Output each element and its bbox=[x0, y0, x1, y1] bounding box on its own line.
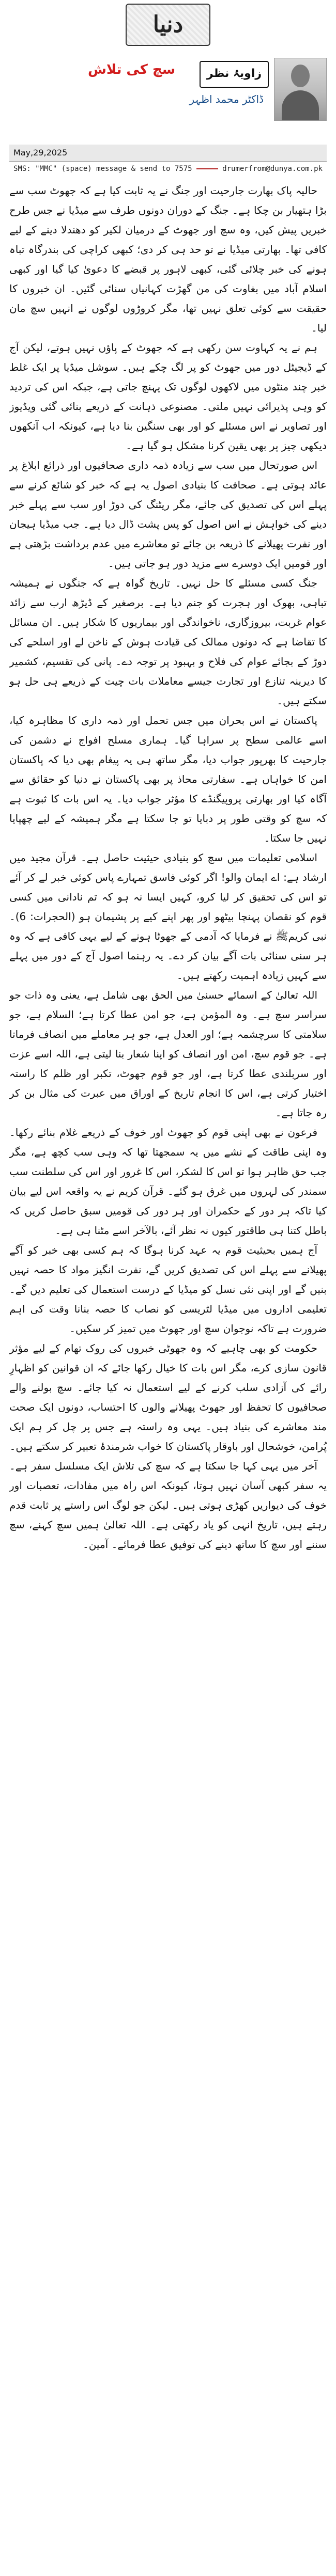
newspaper-logo bbox=[126, 4, 210, 46]
author-photo-shoulders bbox=[282, 90, 319, 120]
author-photo-head bbox=[291, 65, 310, 87]
author-photo bbox=[274, 58, 327, 121]
logo-text: دنیا bbox=[152, 11, 184, 38]
article-paragraph: حالیہ پاک بھارت جارحیت اور جنگ نے یہ ثابت کیا ہے کہ جھوٹ سب سے بڑا ہتھیار بن چکا ہے۔ جنگ کے دوران دونوں طرف سے میڈیا نے جس طرح خبریں پیش کیں، وہ سچ اور جھوٹ کے درمیان لکیر کو دھندلا دینے کے لیے کافی تھا۔ بھارتی میڈیا نے تو حد ہی کر دی؛ کبھی کراچی کی بندرگاہ تباہ ہونے کی خبر چلائی گئی، کبھی لاہور پر قبضے کا دعویٰ کیا گیا اور کبھی اسلام آباد میں بغاوت کی من گھڑت کہانیاں سنائی گئیں۔ ان خبروں کا حقیقت سے کوئی تعلق نہیں تھا، مگر کروڑوں لوگوں نے انہیں سچ مان لیا۔ bbox=[9, 184, 327, 334]
author-email[interactable]: drumerfrom@dunya.com.pk bbox=[222, 165, 323, 173]
article-paragraph: حکومت کو بھی چاہیے کہ وہ جھوٹی خبروں کی روک تھام کے لیے مؤثر قانون سازی کرے، مگر اس بات کا خیال رکھا جائے کہ ان قوانین کو اظہارِ رائے کی آزادی سلب کرنے کے لیے استعمال نہ کیا جائے۔ سچ بولنے والے صحافیوں کا تحفظ اور جھوٹ پھیلانے والوں کا احتساب، دونوں ایک صحت مند معاشرے کی بنیاد ہیں۔ یہی وہ راستہ ہے جس پر چل کر ہم ایک پُرامن، خوشحال اور باوقار پاکستان کا خواب شرمندۂ تعبیر کر سکتے ہیں۔ bbox=[9, 1342, 327, 1452]
article-paragraph: اللہ تعالیٰ کے اسمائے حسنیٰ میں الحق بھی شامل ہے، یعنی وہ ذات جو سراسر سچ ہے۔ وہ المؤمن ہے، جو امن عطا کرتا ہے؛ السلام ہے، جو سلامتی کا سرچشمہ ہے؛ اور العدل ہے، جو ہر معاملے میں انصاف فرماتا ہے۔ جو قوم سچ، امن اور انصاف کو اپنا شعار بنا لیتی ہے، اللہ اسے عزت اور سربلندی عطا کرتا ہے، اور جو قوم جھوٹ، تکبر اور ظلم کا راستہ اختیار کرتی ہے، اس کا انجام تاریخ کے اوراق میں عبرت کی مثال بن کر رہ جاتا ہے۔ bbox=[9, 989, 327, 1119]
contact-bar bbox=[9, 161, 327, 177]
article-title: سچ کی تلاش bbox=[88, 62, 176, 77]
article-body bbox=[9, 181, 327, 2566]
article-paragraph: ہم نے یہ کہاوت سن رکھی ہے کہ جھوٹ کے پاؤں نہیں ہوتے، لیکن آج کے ڈیجیٹل دور میں جھوٹ کو پر لگ چکے ہیں۔ سوشل میڈیا پر ایک غلط خبر چند منٹوں میں لاکھوں لوگوں تک پہنچ جاتی ہے، جبکہ اس کی تردید کو وہی پذیرائی نہیں ملتی۔ مصنوعی ذہانت کے ذریعے بنائی گئی ویڈیوز اور تصاویر نے اس مسئلے کو اور بھی سنگین بنا دیا ہے، کیونکہ اب آنکھوں دیکھی چیز پر بھی یقین کرنا مشکل ہو گیا ہے۔ bbox=[9, 341, 327, 452]
contact-separator bbox=[196, 168, 219, 169]
author-name: ڈاکٹر محمد اظہر bbox=[189, 93, 264, 105]
article-paragraph: فرعون نے بھی اپنی قوم کو جھوٹ اور خوف کے ذریعے غلام بنائے رکھا۔ وہ اپنی طاقت کے نشے میں یہ سمجھتا تھا کہ وہی سب کچھ ہے، مگر جب حق ظاہر ہوا تو اس کا لشکر، اس کا غرور اور اس کی سلطنت سب سمندر کی لہروں میں غرق ہو گئے۔ قرآن کریم نے یہ واقعہ اس لیے بیان کیا تاکہ ہر دور کے حکمران اور ہر دور کی قومیں سبق حاصل کریں کہ باطل کتنا ہی طاقتور کیوں نہ نظر آئے، بالآخر اسے مٹنا ہی ہے۔ bbox=[9, 1126, 327, 1237]
article-paragraph: اس صورتحال میں سب سے زیادہ ذمہ داری صحافیوں اور ذرائع ابلاغ پر عائد ہوتی ہے۔ صحافت کا بنیادی اصول یہ ہے کہ خبر کو شائع کرنے سے پہلے اس کی تصدیق کی جائے، مگر ریٹنگ کی دوڑ اور سب سے پہلے خبر دینے کی خواہش نے اس اصول کو پس پشت ڈال دیا ہے۔ جب میڈیا ہیجان اور نفرت پھیلانے کا ذریعہ بن جائے تو معاشرے میں عدم برداشت بڑھتی ہے اور قومیں ایک دوسرے سے مزید دور ہو جاتی ہیں۔ bbox=[9, 459, 327, 570]
date-bar bbox=[9, 145, 327, 162]
masthead bbox=[0, 0, 336, 49]
article-paragraph: جنگ کسی مسئلے کا حل نہیں۔ تاریخ گواہ ہے کہ جنگوں نے ہمیشہ تباہی، بھوک اور ہجرت کو جنم دیا ہے۔ برصغیر کے ڈیڑھ ارب سے زائد عوام غربت، بیروزگاری، ناخواندگی اور بیماریوں کا شکار ہیں۔ ان مسائل کا تقاضا ہے کہ دونوں ممالک کی قیادت ہوش کے ناخن لے اور اسلحے کی دوڑ کے بجائے عوام کی فلاح و بہبود پر توجہ دے۔ پانی کی تقسیم، کشمیر کا دیرینہ تنازع اور تجارت جیسے معاملات بات چیت کے ذریعے ہی حل ہو سکتے ہیں۔ bbox=[9, 577, 327, 707]
article-paragraph: آخر میں یہی کہا جا سکتا ہے کہ سچ کی تلاش ایک مسلسل سفر ہے۔ یہ سفر کبھی آسان نہیں ہوتا، کیونکہ اس راہ میں مفادات، تعصبات اور خوف کی دیواریں کھڑی ہوتی ہیں۔ لیکن جو لوگ اس راستے پر ثابت قدم رہتے ہیں، تاریخ انہی کو یاد رکھتی ہے۔ اللہ تعالیٰ ہمیں سچ کہنے، سچ سننے اور سچ کا ساتھ دینے کی توفیق عطا فرمائے۔ آمین۔ bbox=[9, 1460, 327, 1551]
article-paragraph: آج ہمیں بحیثیت قوم یہ عہد کرنا ہوگا کہ ہم کسی بھی خبر کو آگے پھیلانے سے پہلے اس کی تصدیق کریں گے، نفرت انگیز مواد کا حصہ نہیں بنیں گے اور اپنی نئی نسل کو میڈیا کے درست استعمال کی تعلیم دیں گے۔ تعلیمی اداروں میں میڈیا لٹریسی کو نصاب کا حصہ بنانا وقت کی اہم ضرورت ہے تاکہ نوجوان سچ اور جھوٹ میں تمیز کر سکیں۔ bbox=[9, 1244, 327, 1335]
column-name-badge: زاویۂ نظر bbox=[200, 61, 269, 88]
article-paragraph: پاکستان نے اس بحران میں جس تحمل اور ذمہ داری کا مظاہرہ کیا، اسے عالمی سطح پر سراہا گیا۔ ہماری مسلح افواج نے دشمن کی جارحیت کا بھرپور جواب دیا، مگر ساتھ ہی یہ پیغام بھی دیا کہ پاکستان امن کا خواہاں ہے۔ سفارتی محاذ پر بھی پاکستان نے دنیا کو حقائق سے آگاہ کیا اور بھارتی پروپیگنڈے کا مؤثر جواب دیا۔ یہ اس بات کا ثبوت ہے کہ سچ کو وقتی طور پر دبایا تو جا سکتا ہے مگر ہمیشہ کے لیے چھپایا نہیں جا سکتا۔ bbox=[9, 714, 327, 844]
column-header bbox=[0, 52, 336, 142]
article-paragraph: اسلامی تعلیمات میں سچ کو بنیادی حیثیت حاصل ہے۔ قرآن مجید میں ارشاد ہے: اے ایمان والو! اگر کوئی فاسق تمہارے پاس کوئی خبر لے کر آئے تو اس کی تحقیق کر لیا کرو، کہیں ایسا نہ ہو کہ تم نادانی میں کسی قوم کو نقصان پہنچا بیٹھو اور پھر اپنے کیے پر پشیمان ہو (الحجرات: 6)۔ نبی کریمﷺ نے فرمایا کہ آدمی کے جھوٹا ہونے کے لیے یہی کافی ہے کہ وہ ہر سنی سنائی بات آگے بیان کر دے۔ یہ رہنما اصول آج کے دور میں پہلے سے کہیں زیادہ اہمیت رکھتے ہیں۔ bbox=[9, 851, 327, 982]
publish-date: May,29,2025 bbox=[13, 148, 68, 157]
sms-instruction: SMS: "MMC" (space) message & send to 7575 bbox=[13, 165, 192, 173]
